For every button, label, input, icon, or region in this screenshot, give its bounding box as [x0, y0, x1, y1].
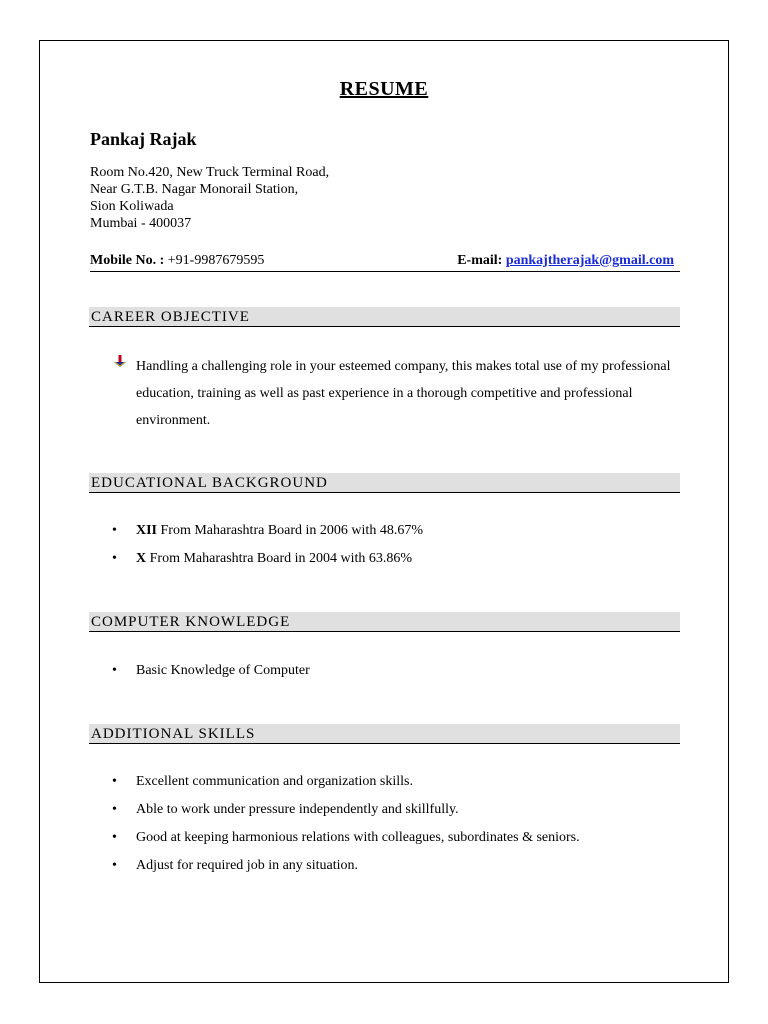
address-block	[90, 164, 329, 232]
email-info	[457, 253, 674, 269]
list-item: • Able to work under pressure independently and skillfully.	[108, 800, 580, 828]
candidate-name: Pankaj Rajak	[90, 129, 197, 149]
education-grade: X	[136, 551, 147, 566]
education-grade: XII	[136, 523, 158, 538]
list-item: • Basic Knowledge of Computer	[108, 661, 310, 689]
mobile-label: Mobile No. :	[90, 253, 165, 268]
skills-list	[108, 772, 580, 884]
career-objective-text: Handling a challenging role in your esteemed company, this makes total use of my professional education, training as well as past experience in a thorough competitive and professional environment.	[136, 359, 671, 428]
list-item: • Excellent communication and organization skills.	[108, 772, 580, 800]
section-heading-education: EDUCATIONAL BACKGROUND	[89, 473, 680, 493]
education-detail: From Maharashtra Board in 2004 with 63.86%	[146, 551, 413, 566]
section-heading-career-objective: CAREER OBJECTIVE	[89, 307, 680, 327]
address-line: Room No.420, New Truck Terminal Road,	[90, 165, 330, 180]
contact-row	[90, 252, 680, 272]
list-item	[108, 521, 423, 549]
list-item: • Good at keeping harmonious relations with colleagues, subordinates & seniors.	[108, 828, 580, 856]
education-detail: From Maharashtra Board in 2006 with 48.67%	[157, 523, 423, 538]
mobile-info	[90, 253, 264, 269]
section-heading-computer: COMPUTER KNOWLEDGE	[89, 612, 680, 632]
page-title: RESUME	[339, 78, 429, 100]
list-item: • Adjust for required job in any situation.	[108, 856, 580, 884]
list-item	[108, 549, 423, 577]
address-line: Sion Koliwada	[90, 199, 174, 214]
email-link[interactable]: pankajtherajak@gmail.com	[505, 253, 674, 268]
education-list	[108, 521, 423, 577]
address-line: Near G.T.B. Nagar Monorail Station,	[90, 182, 299, 197]
arrow-bullet-icon	[113, 354, 127, 368]
computer-list	[108, 661, 310, 689]
email-label: E-mail:	[457, 253, 503, 268]
mobile-value: +91-9987679595	[167, 253, 265, 268]
address-line: Mumbai - 400037	[90, 216, 192, 231]
section-heading-skills: ADDITIONAL SKILLS	[89, 724, 680, 744]
